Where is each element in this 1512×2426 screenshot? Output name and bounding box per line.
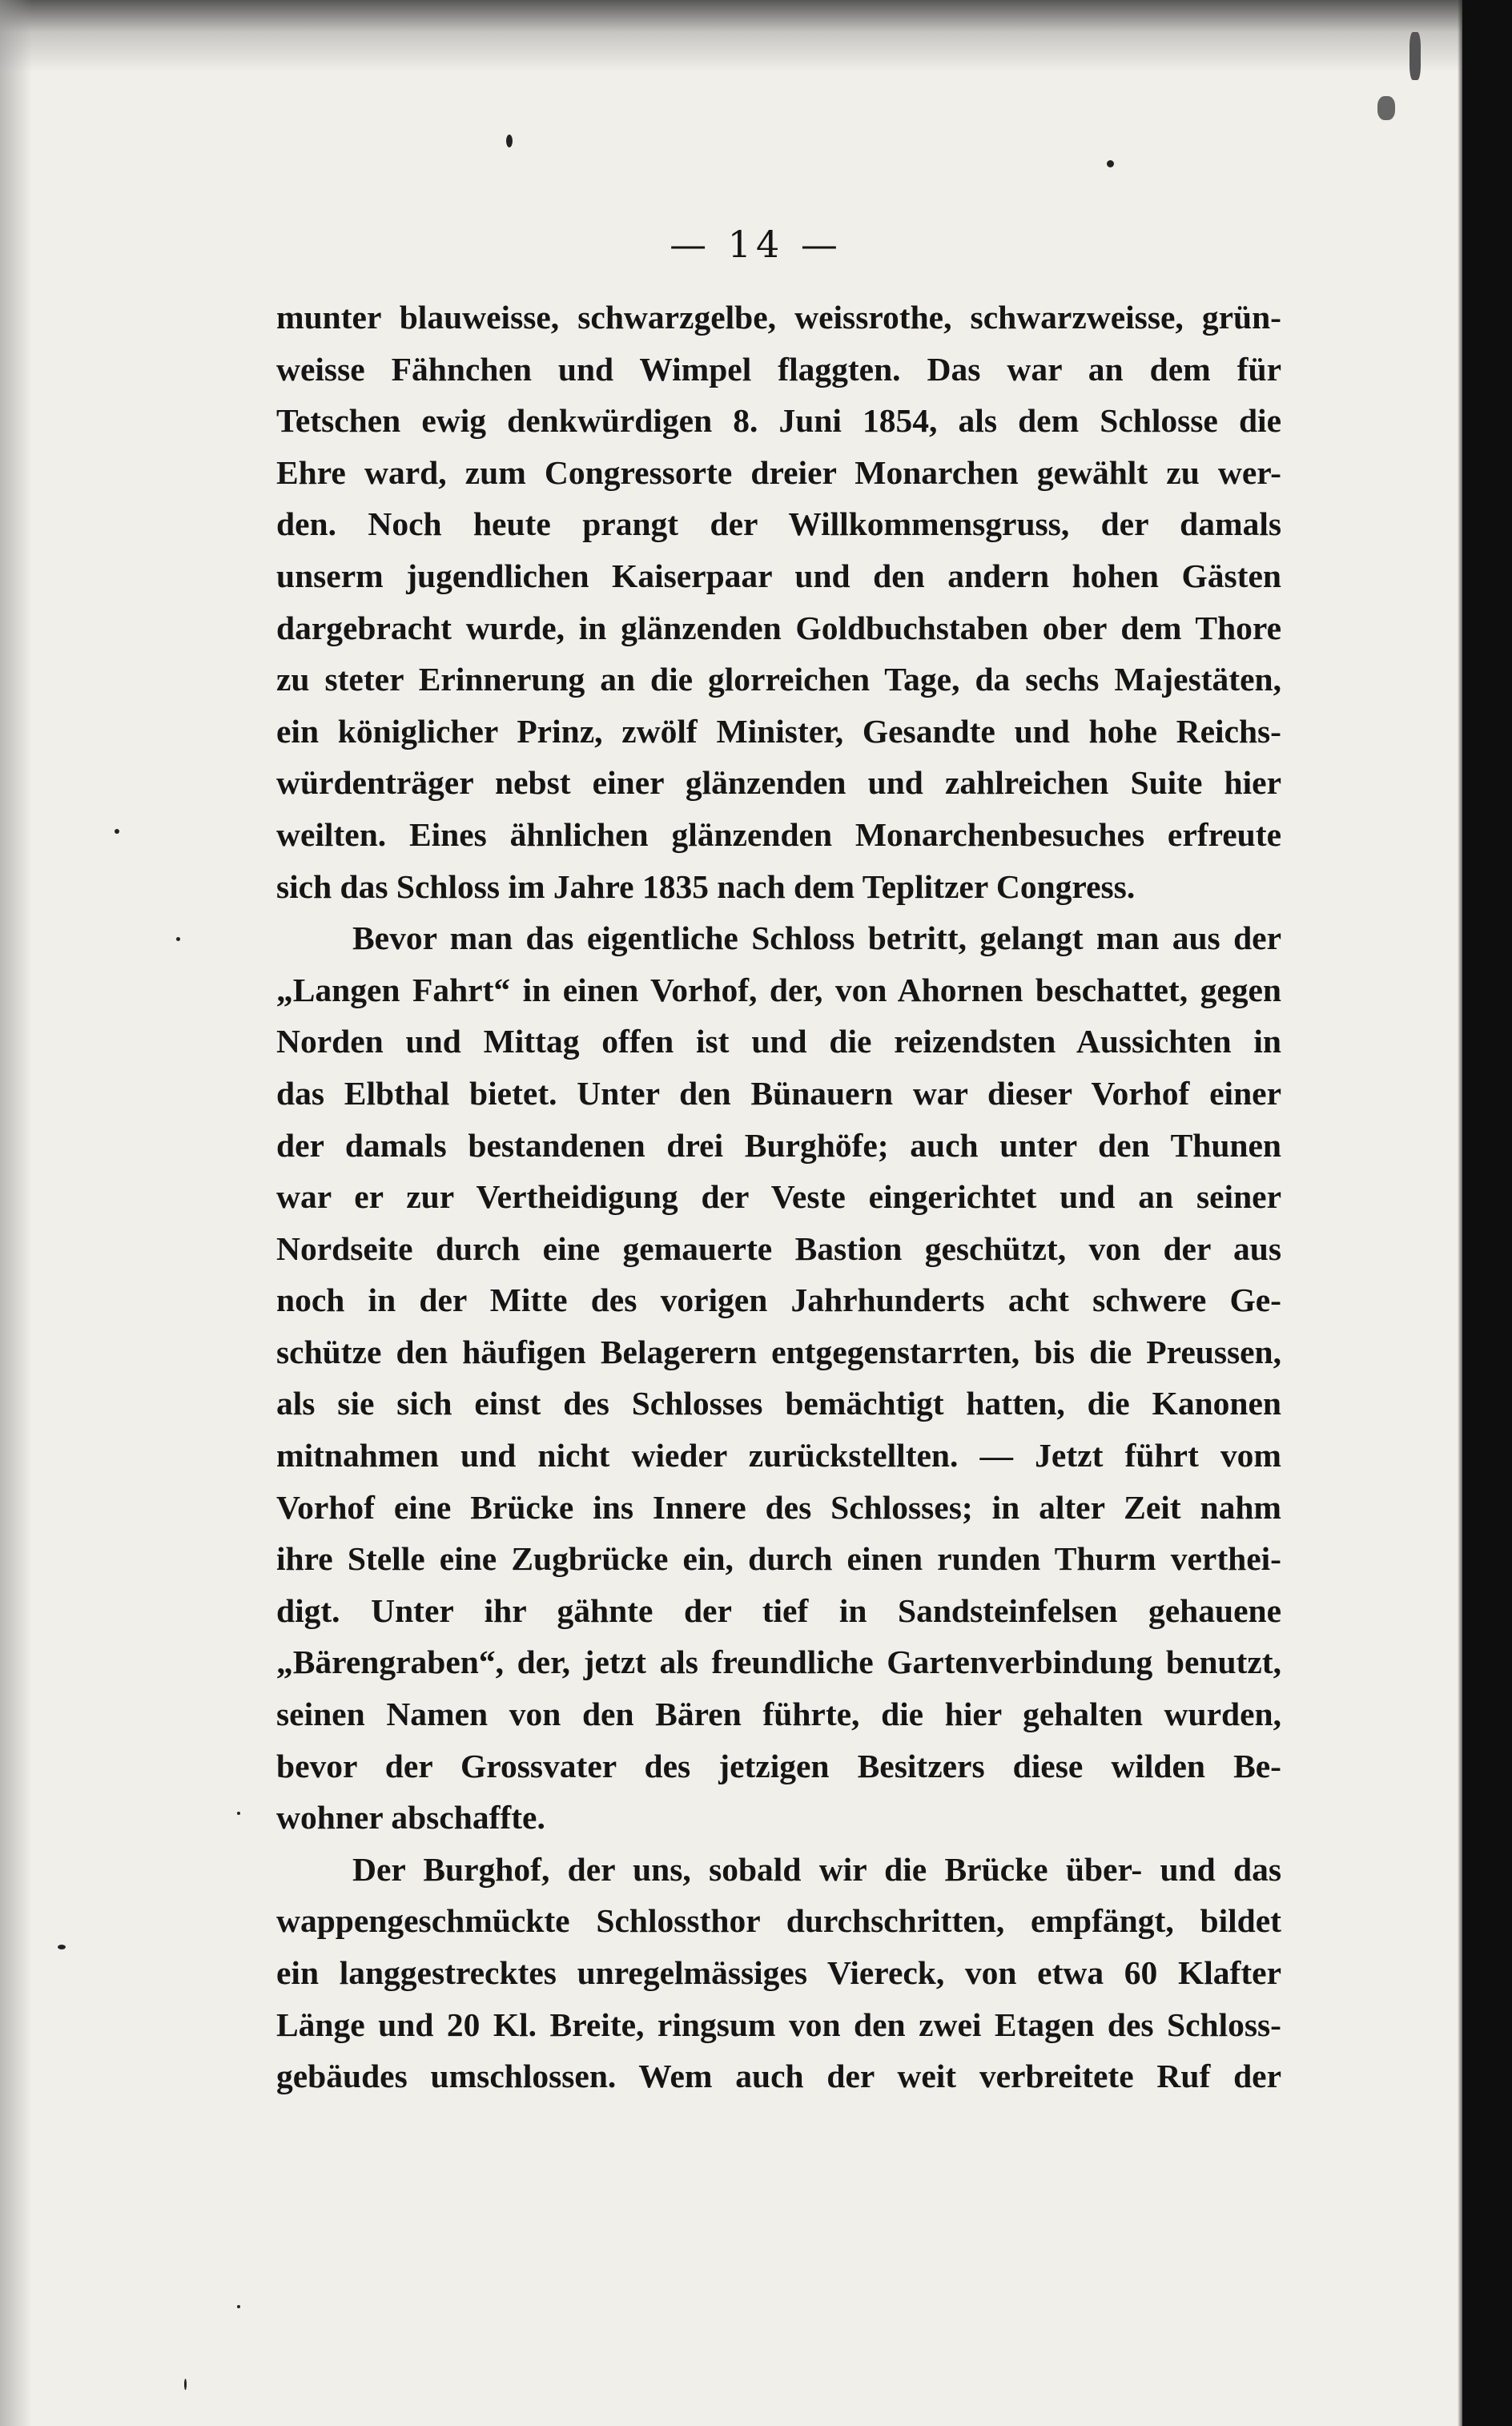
scan-speck bbox=[115, 829, 119, 834]
scan-speck bbox=[58, 1945, 66, 1949]
text-line: war er zur Vertheidigung der Veste eingerichtet und an seiner bbox=[276, 1178, 1281, 1216]
text-line: „Langen Fahrt“ in einen Vorhof, der, von Ahornen beschattet, gegen bbox=[276, 971, 1281, 1008]
scan-speck bbox=[1107, 160, 1114, 167]
scan-speck bbox=[1409, 32, 1421, 80]
paragraph bbox=[276, 292, 1281, 912]
text-line: Ehre ward, zum Congressorte dreier Monarchen gewählt zu wer- bbox=[276, 453, 1281, 491]
scan-speck bbox=[176, 937, 180, 941]
scan-speck bbox=[184, 2379, 187, 2390]
text-line: der damals bestandenen drei Burghöfe; auch unter den Thunen bbox=[276, 1126, 1281, 1164]
text-line: seinen Namen von den Bären führte, die hier gehalten wurden, bbox=[276, 1696, 1281, 1733]
scan-speck bbox=[237, 2305, 240, 2308]
text-line: wohner abschaffte. bbox=[276, 1799, 545, 1837]
text-line: ein langgestrecktes unregelmässiges Viereck, von etwa 60 Klafter bbox=[276, 1954, 1281, 1991]
scan-left-shadow bbox=[0, 0, 32, 2426]
text-line: sich das Schloss im Jahre 1835 nach dem Teplitzer Congress. bbox=[276, 867, 1136, 905]
text-line: wappengeschmückte Schlossthor durchschritten, empfängt, bildet bbox=[276, 1902, 1281, 1940]
text-line: als sie sich einst des Schlosses bemächtigt hatten, die Kanonen bbox=[276, 1385, 1281, 1422]
text-line: Der Burghof, der uns, sobald wir die Brücke über- und das bbox=[352, 1850, 1281, 1888]
text-line: gebäudes umschlossen. Wem auch der weit verbreitete Ruf der bbox=[276, 2058, 1281, 2095]
text-line: schütze den häufigen Belagerern entgegenstarrten, bis die Preussen, bbox=[276, 1333, 1281, 1370]
text-line: ein königlicher Prinz, zwölf Minister, Gesandte und hohe Reichs- bbox=[276, 712, 1281, 750]
text-line: ihre Stelle eine Zugbrücke ein, durch einen runden Thurm verthei- bbox=[276, 1540, 1281, 1578]
text-line: noch in der Mitte des vorigen Jahrhunderts acht schwere Ge- bbox=[276, 1281, 1281, 1319]
text-line: das Elbthal bietet. Unter den Bünauern war dieser Vorhof einer bbox=[276, 1074, 1281, 1112]
text-line: Nordseite durch eine gemauerte Bastion geschützt, von der aus bbox=[276, 1229, 1281, 1267]
text-line: zu steter Erinnerung an die glorreichen Tage, da sechs Majestäten, bbox=[276, 661, 1281, 698]
text-line: den. Noch heute prangt der Willkommensgruss, der damals bbox=[276, 505, 1281, 543]
scan-speck bbox=[237, 1812, 240, 1815]
scan-right-edge bbox=[1462, 0, 1512, 2426]
text-line: Vorhof eine Brücke ins Innere des Schlosses; in alter Zeit nahm bbox=[276, 1488, 1281, 1526]
paragraph bbox=[276, 912, 1281, 1844]
text-line: bevor der Grossvater des jetzigen Besitzers diese wilden Be- bbox=[276, 1747, 1281, 1784]
text-line: mitnahmen und nicht wieder zurückstellten. — Jetzt führt vom bbox=[276, 1437, 1281, 1475]
text-line: würdenträger nebst einer glänzenden und zahlreichen Suite hier bbox=[276, 764, 1281, 802]
page-number: — 14 — bbox=[670, 223, 842, 266]
text-line: Bevor man das eigentliche Schloss betritt, gelangt man aus der bbox=[352, 919, 1281, 957]
scan-top-shadow bbox=[0, 0, 1512, 72]
paragraph bbox=[276, 1844, 1281, 2102]
text-line: Länge und 20 Kl. Breite, ringsum von den zwei Etagen des Schloss- bbox=[276, 2006, 1281, 2043]
text-line: „Bärengraben“, der, jetzt als freundliche Gartenverbindung benutzt, bbox=[276, 1643, 1281, 1681]
text-line: dargebracht wurde, in glänzenden Goldbuchstaben ober dem Thore bbox=[276, 609, 1281, 646]
scan-speck bbox=[1377, 96, 1395, 120]
text-line: digt. Unter ihr gähnte der tief in Sandsteinfelsen gehauene bbox=[276, 1591, 1281, 1629]
text-line: munter blauweisse, schwarzgelbe, weissrothe, schwarzweisse, grün- bbox=[276, 299, 1281, 336]
text-line: Tetschen ewig denkwürdigen 8. Juni 1854, als dem Schlosse die bbox=[276, 402, 1281, 440]
text-line: unserm jugendlichen Kaiserpaar und den andern hohen Gästen bbox=[276, 557, 1281, 594]
text-line: weilten. Eines ähnlichen glänzenden Monarchenbesuches erfreute bbox=[276, 815, 1281, 853]
scan-speck bbox=[506, 135, 513, 147]
text-line: Norden und Mittag offen ist und die reizendsten Aussichten in bbox=[276, 1023, 1281, 1060]
text-line: weisse Fähnchen und Wimpel flaggten. Das war an dem für bbox=[276, 350, 1281, 388]
body-text bbox=[276, 292, 1281, 2102]
